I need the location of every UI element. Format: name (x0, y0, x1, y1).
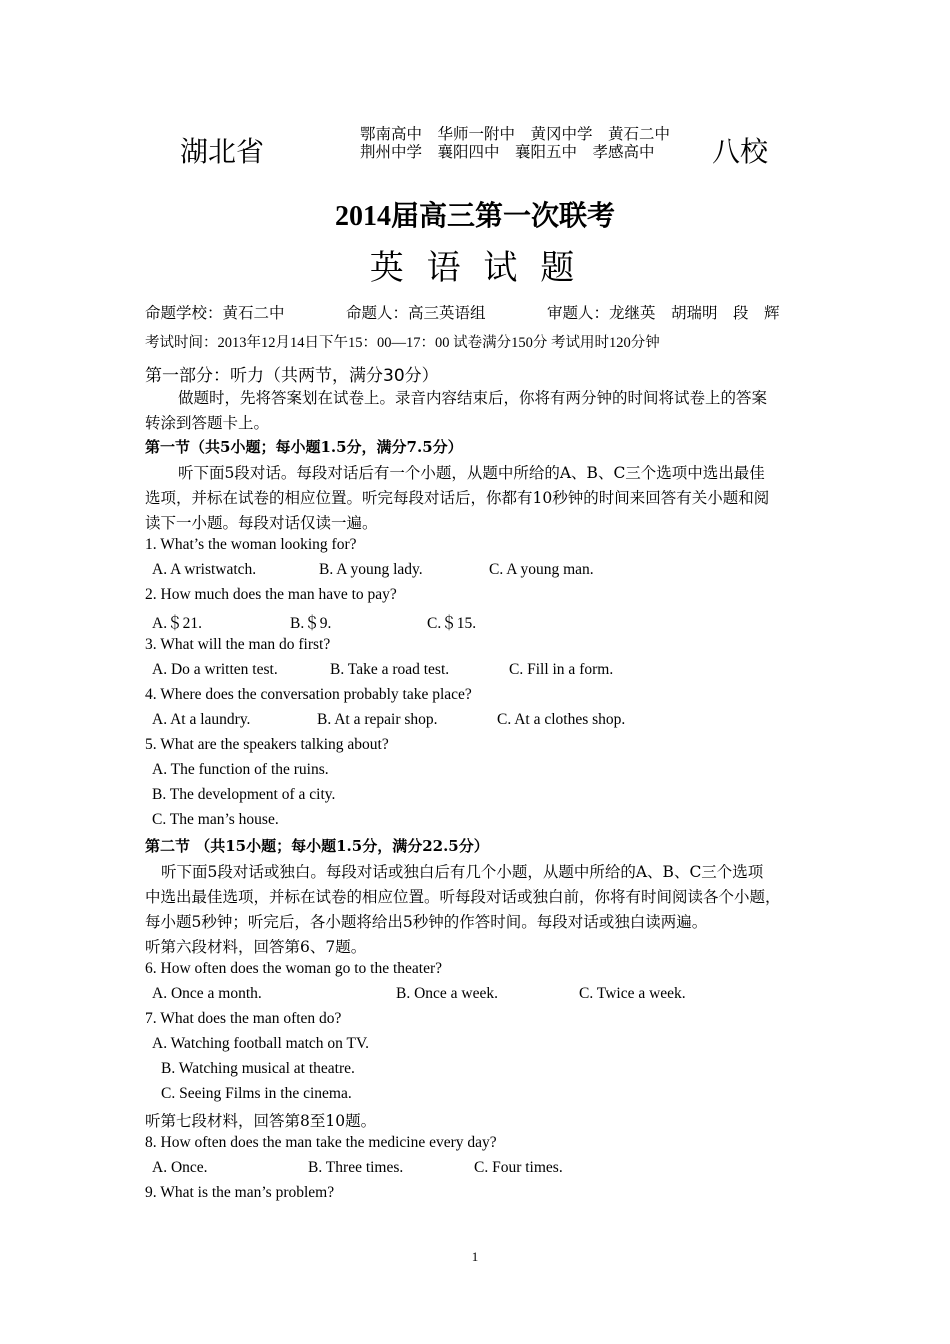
question-6: 6. How often does the woman go to the theater? (145, 960, 442, 977)
province-label: 湖北省 (180, 135, 265, 168)
q8-option-a: A. Once. (152, 1159, 208, 1176)
exam-title: 2014届高三第一次联考 (334, 201, 615, 232)
q6-option-b: B. Once a week. (396, 985, 498, 1002)
setter-author: 命题人：高三英语组 (346, 304, 486, 322)
setter-school: 命题学校：黄石二中 (145, 304, 285, 322)
q3-option-c: C. Fill in a form. (509, 661, 614, 678)
q3-option-a: A. Do a written test. (152, 661, 278, 678)
q1-option-c: C. A young man. (489, 561, 594, 578)
question-8: 8. How often does the man take the medicine every day? (145, 1134, 497, 1151)
section1-instruction-1: 听下面5段对话。每段对话后有一个小题，从题中所给的A、B、C三个选项中选出最佳 (178, 464, 765, 482)
exam-subtitle: 英 语 试 题 (369, 248, 581, 288)
q7-option-a: A. Watching football match on TV. (152, 1035, 370, 1052)
question-3: 3. What will the man do first? (145, 636, 331, 653)
section2-instruction-2: 中选出最佳选项，并标在试卷的相应位置。听每段对话或独白前，你将有时间阅读各个小题， (145, 888, 781, 906)
q2-option-b: B.＄9. (290, 615, 332, 632)
exam-info: 考试时间：2013年12月14日下午15：00—17：00 试卷满分150分 考试用时120分钟 (145, 335, 660, 351)
eight-schools-label: 八校 (712, 135, 769, 168)
section2-title: 第二节 （共15小题；每小题1.5分，满分22.5分） (145, 837, 489, 855)
q2-option-a: A.＄21. (152, 615, 202, 632)
question-1: 1. What’s the woman looking for? (145, 536, 357, 553)
part1-instruction-2: 转涂到答题卡上。 (145, 414, 270, 432)
q7-option-b: B. Watching musical at theatre. (161, 1060, 355, 1077)
question-5: 5. What are the speakers talking about? (145, 736, 389, 753)
q7-option-c: C. Seeing Films in the cinema. (161, 1085, 352, 1102)
q4-option-c: C. At a clothes shop. (497, 711, 626, 728)
q4-option-b: B. At a repair shop. (317, 711, 438, 728)
section1-instruction-2: 选项，并标在试卷的相应位置。听完每段对话后，你都有10秒钟的时间来回答有关小题和阅 (145, 489, 770, 507)
schools-row-2: 荆州中学 襄阳四中 襄阳五中 孝感高中 (360, 143, 655, 161)
part1-instruction-1: 做题时，先将答案划在试卷上。录音内容结束后，你将有两分钟的时间将试卷上的答案 (178, 389, 768, 407)
group-7-heading: 听第七段材料，回答第8至10题。 (145, 1112, 377, 1130)
q8-option-c: C. Four times. (474, 1159, 563, 1176)
group-6-heading: 听第六段材料，回答第6、7题。 (145, 938, 367, 956)
question-2: 2. How much does the man have to pay? (145, 586, 397, 603)
page-number: 1 (471, 1249, 479, 1264)
q5-option-a: A. The function of the ruins. (152, 761, 329, 778)
section1-title: 第一节（共5小题；每小题1.5分，满分7.5分） (145, 438, 463, 456)
reviewer: 审题人：龙继英 胡瑞明 段 辉 (547, 304, 780, 322)
q2-option-c: C.＄15. (427, 615, 477, 632)
q5-option-b: B. The development of a city. (152, 786, 336, 803)
section2-instruction-1: 听下面5段对话或独白。每段对话或独白后有几个小题，从题中所给的A、B、C三个选项 (161, 863, 764, 881)
q6-option-a: A. Once a month. (152, 985, 262, 1002)
q5-option-c: C. The man’s house. (152, 811, 279, 828)
q6-option-c: C. Twice a week. (579, 985, 686, 1002)
section2-instruction-3: 每小题5秒钟；听完后，各小题将给出5秒钟的作答时间。每段对话或独白读两遍。 (145, 913, 708, 931)
q1-option-a: A. A wristwatch. (152, 561, 257, 578)
question-4: 4. Where does the conversation probably take place? (145, 686, 472, 703)
question-9: 9. What is the man’s problem? (145, 1184, 335, 1201)
part1-title: 第一部分：听力（共两节，满分30分） (145, 366, 439, 386)
q4-option-a: A. At a laundry. (152, 711, 251, 728)
section1-instruction-3: 读下一小题。每段对话仅读一遍。 (145, 514, 378, 532)
question-7: 7. What does the man often do? (145, 1010, 342, 1027)
q3-option-b: B. Take a road test. (330, 661, 450, 678)
q1-option-b: B. A young lady. (319, 561, 423, 578)
q8-option-b: B. Three times. (308, 1159, 404, 1176)
schools-row-1: 鄂南高中 华师一附中 黄冈中学 黄石二中 (360, 125, 671, 143)
